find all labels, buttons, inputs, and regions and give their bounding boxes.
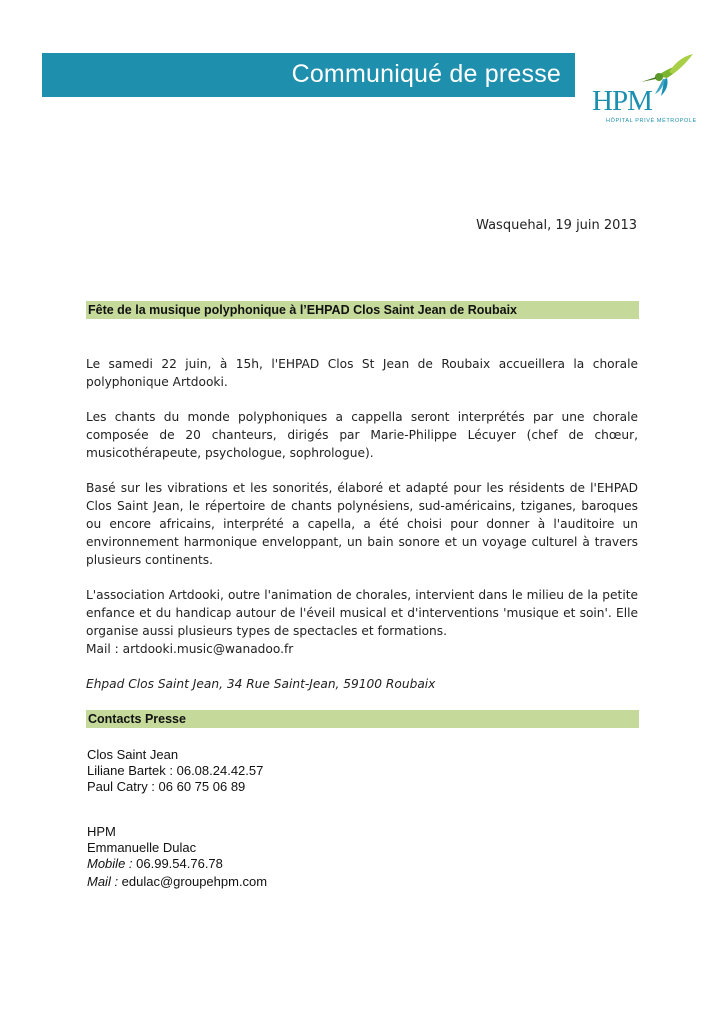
contact-name: Emmanuelle Dulac xyxy=(87,840,197,855)
contact-mail xyxy=(87,874,267,890)
contact-org: HPM xyxy=(87,824,116,839)
contact-mobile xyxy=(87,856,267,872)
mail-label: Mail : xyxy=(87,874,119,889)
header-banner xyxy=(42,53,575,97)
mobile-value: 06.99.54.76.78 xyxy=(132,856,223,871)
contact-block-clos-saint-jean xyxy=(87,747,263,795)
mail-value: edulac@groupehpm.com xyxy=(118,874,268,889)
paragraph: L'association Artdooki, outre l'animation de chorales, intervient dans le milieu de la petite enfance et du handicap autour de l'éveil musical et d'interventions 'musique et soin'. Elle organise aussi plusieurs types de spectacles et formations. xyxy=(86,588,638,638)
logo-letters: HPM xyxy=(592,85,652,117)
paragraph: Les chants du monde polyphoniques a cappella seront interprétés par une chorale composée de 20 chanteurs, dirigés par Marie-Philippe Lécuyer (chef de chœur, musicothérapeute, psychologue, sophrologue). xyxy=(86,410,638,460)
association-mail: Mail : artdooki.music@wanadoo.fr xyxy=(86,642,294,656)
contact-line: Paul Catry : 06 60 75 06 89 xyxy=(87,779,246,794)
mobile-label: Mobile : xyxy=(87,856,133,871)
paragraph: Le samedi 22 juin, à 15h, l'EHPAD Clos St Jean de Roubaix accueillera la chorale polyphonique Artdooki. xyxy=(86,357,638,389)
logo-subtitle: HÔPITAL PRIVÉ MÉTROPOLE xyxy=(606,118,697,124)
press-body xyxy=(86,355,638,658)
paragraph: Basé sur les vibrations et les sonorités, élaboré et adapté pour les résidents de l'EHPAD Clos Saint Jean, le répertoire de chants polynésiens, sud-américains, tziganes, baroques ou encore africains, interprété a capella, a été choisi pour donner à l'auditoire un environnement harmonique enveloppant, un bain sonore et un voyage culturel à travers plusieurs continents. xyxy=(86,481,638,567)
hpm-logo xyxy=(585,52,705,132)
press-date: Wasquehal, 19 juin 2013 xyxy=(476,218,637,233)
address: Ehpad Clos Saint Jean, 34 Rue Saint-Jean, 59100 Roubaix xyxy=(86,677,436,691)
page-title: Communiqué de presse xyxy=(291,60,561,88)
contact-block-hpm xyxy=(87,824,267,890)
contact-org: Clos Saint Jean xyxy=(87,747,179,762)
contact-line: Liliane Bartek : 06.08.24.42.57 xyxy=(87,763,264,778)
headline-bar: Fête de la musique polyphonique à l’EHPAD Clos Saint Jean de Roubaix xyxy=(86,301,639,319)
contacts-bar: Contacts Presse xyxy=(86,710,639,728)
